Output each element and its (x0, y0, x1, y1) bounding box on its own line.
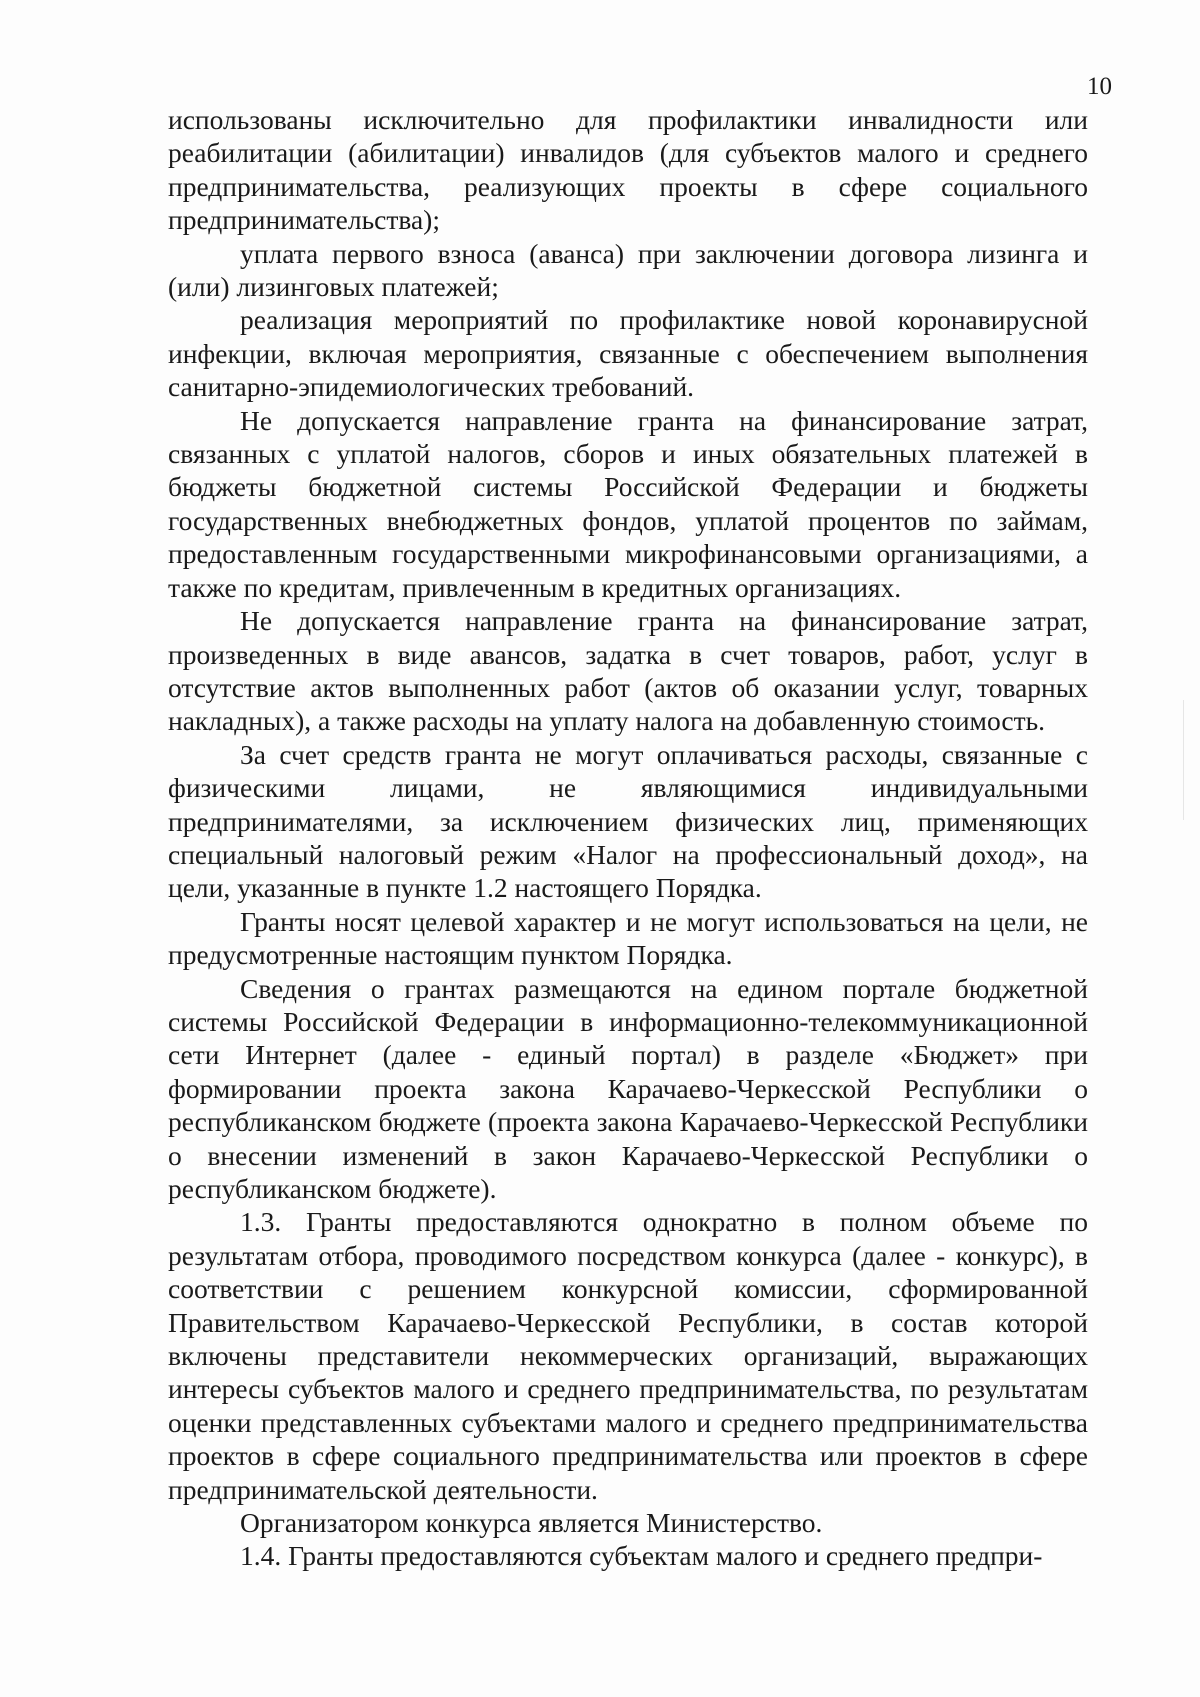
page-number: 10 (1087, 73, 1112, 100)
paragraph-2: уплата первого взноса (аванса) при заключении договора лизинга и (или) лизинговых платежей; (168, 237, 1088, 303)
paragraph-7: Гранты носят целевой характер и не могут использоваться на цели, не предусмотренные настоящим пунктом Порядка. (168, 905, 1088, 971)
paragraph-11: 1.4. Гранты предоставляются субъектам малого и среднего предпри- (240, 1540, 1043, 1572)
paragraph-4: Не допускается направление гранта на финансирование затрат, связанных с уплатой налогов, сборов и иных обязательных платежей в бюджеты бюджетной системы Российской Федерации и бюджеты государственных внебюджетных фондов, уплатой процентов по займам, предоставленным государственными микрофинансовыми организациями, а также по кредитам, привлеченным в кредитных организациях. (168, 404, 1088, 603)
paragraph-5: Не допускается направление гранта на финансирование затрат, произведенных в виде авансов, задатка в счет товаров, работ, услуг в отсутствие актов выполненных работ (актов об оказании услуг, товарных накладных), а также расходы на уплату налога на добавленную стоимость. (168, 605, 1088, 737)
document-body (168, 103, 1088, 1573)
paragraph-10: Организатором конкурса является Министерство. (240, 1507, 823, 1539)
paragraph-1: использованы исключительно для профилактики инвалидности или реабилитации (абилитации) инвалидов (для субъектов малого и среднего предпринимательства, реализующих проекты в сфере социального предпринимательства); (168, 104, 1088, 236)
paragraph-3: реализация мероприятий по профилактике новой коронавирусной инфекции, включая мероприятия, связанные с обеспечением выполнения санитарно-эпидемиологических требований. (168, 304, 1088, 403)
paragraph-6: За счет средств гранта не могут оплачиваться расходы, связанные с физическими лицами, не являющимися индивидуальными предпринимателями, за исключением физических лиц, применяющих специальный налоговый режим «Налог на профессиональный доход», на цели, указанные в пункте 1.2 настоящего Порядка. (168, 738, 1088, 904)
paragraph-9: 1.3. Гранты предоставляются однократно в полном объеме по результатам отбора, проводимого посредством конкурса (далее - конкурс), в соответствии с решением конкурсной комиссии, сформированной Правительством Карачаево-Черкесской Республики, в состав которой включены представители некоммерческих организаций, выражающих интересы субъектов малого и среднего предпринимательства, по результатам оценки представленных субъектами малого и среднего предпринимательства проектов в сфере социального предпринимательства или проектов в сфере предпринимательской деятельности. (168, 1206, 1088, 1505)
paragraph-8: Сведения о грантах размещаются на едином портале бюджетной системы Российской Федерации в информационно-телекоммуникационной сети Интернет (далее - единый портал) в разделе «Бюджет» при формировании проекта закона Карачаево-Черкесской Республики о республиканском бюджете (проекта закона Карачаево-Черкесской Республики о внесении изменений в закон Карачаево-Черкесской Республики о республиканском бюджете). (168, 972, 1088, 1204)
scan-edge-mark (1183, 700, 1184, 820)
